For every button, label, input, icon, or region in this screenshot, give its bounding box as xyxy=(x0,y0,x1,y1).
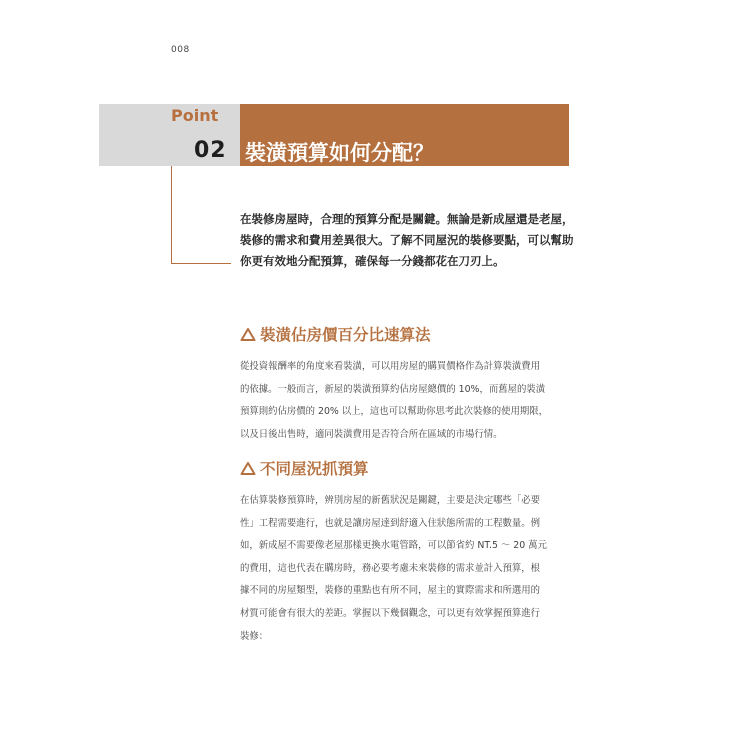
body-line: 材質可能會有很大的差距。掌握以下幾個觀念，可以更有效掌握預算進行 xyxy=(240,607,541,619)
bracket-vertical-line xyxy=(171,166,172,264)
body-line: 以及日後出售時，適同裝潢費用是否符合所在區域的市場行情。 xyxy=(240,428,503,440)
point-number: 02 xyxy=(194,138,227,163)
body-line: 的依據。一般而言，新屋的裝潢預算約佔房屋總價的 10%，而舊屋的裝潢 xyxy=(240,383,546,395)
section-heading-condition xyxy=(240,457,369,479)
body-line: 性」工程需要進行，也就是讓房屋達到舒適入住狀態所需的工程數量。例 xyxy=(240,517,541,529)
page-number: 008 xyxy=(171,45,190,55)
point-label: Point xyxy=(171,106,219,125)
intro-line: 你更有效地分配預算，確保每一分錢都花在刀刃上。 xyxy=(240,254,505,268)
section-heading-label: 裝潢佔房價百分比速算法 xyxy=(260,326,431,344)
body-line: 從投資報酬率的角度來看裝潢，可以用房屋的購買價格作為計算裝潢費用 xyxy=(240,361,541,372)
triangle-outline-icon xyxy=(240,461,256,476)
body-line: 據不同的房屋類型，裝修的重點也有所不同，屋主的實際需求和所選用的 xyxy=(240,585,541,597)
section-body-percentage xyxy=(240,356,580,446)
triangle-outline-icon xyxy=(240,327,256,342)
body-line: 的費用，這也代表在購房時，務必要考慮未來裝修的需求並計入預算，根 xyxy=(240,562,541,574)
body-line: 如，新成屋不需要像老屋那樣更換水電管路，可以節省約 NT.5 ～ 20 萬元 xyxy=(240,540,547,552)
page-title: 裝潢預算如何分配？ xyxy=(245,141,434,165)
body-line: 裝修： xyxy=(240,630,269,642)
intro-line: 在裝修房屋時，合理的預算分配是關鍵。無論是新成屋還是老屋， xyxy=(240,212,574,226)
intro-paragraph xyxy=(240,209,580,272)
section-body-condition xyxy=(240,490,580,648)
intro-line: 裝修的需求和費用差異很大。了解不同屋況的裝修要點，可以幫助 xyxy=(240,233,574,247)
section-heading-percentage xyxy=(240,323,431,345)
body-line: 預算則約佔房價的 20% 以上，這也可以幫助你思考此次裝修的使用期限， xyxy=(240,406,549,418)
section-heading-label: 不同屋況抓預算 xyxy=(260,460,369,478)
bracket-horizontal-line xyxy=(171,263,231,264)
body-line: 在估算裝修預算時，辨別房屋的新舊狀況是關鍵，主要是決定哪些「必要 xyxy=(240,495,541,506)
